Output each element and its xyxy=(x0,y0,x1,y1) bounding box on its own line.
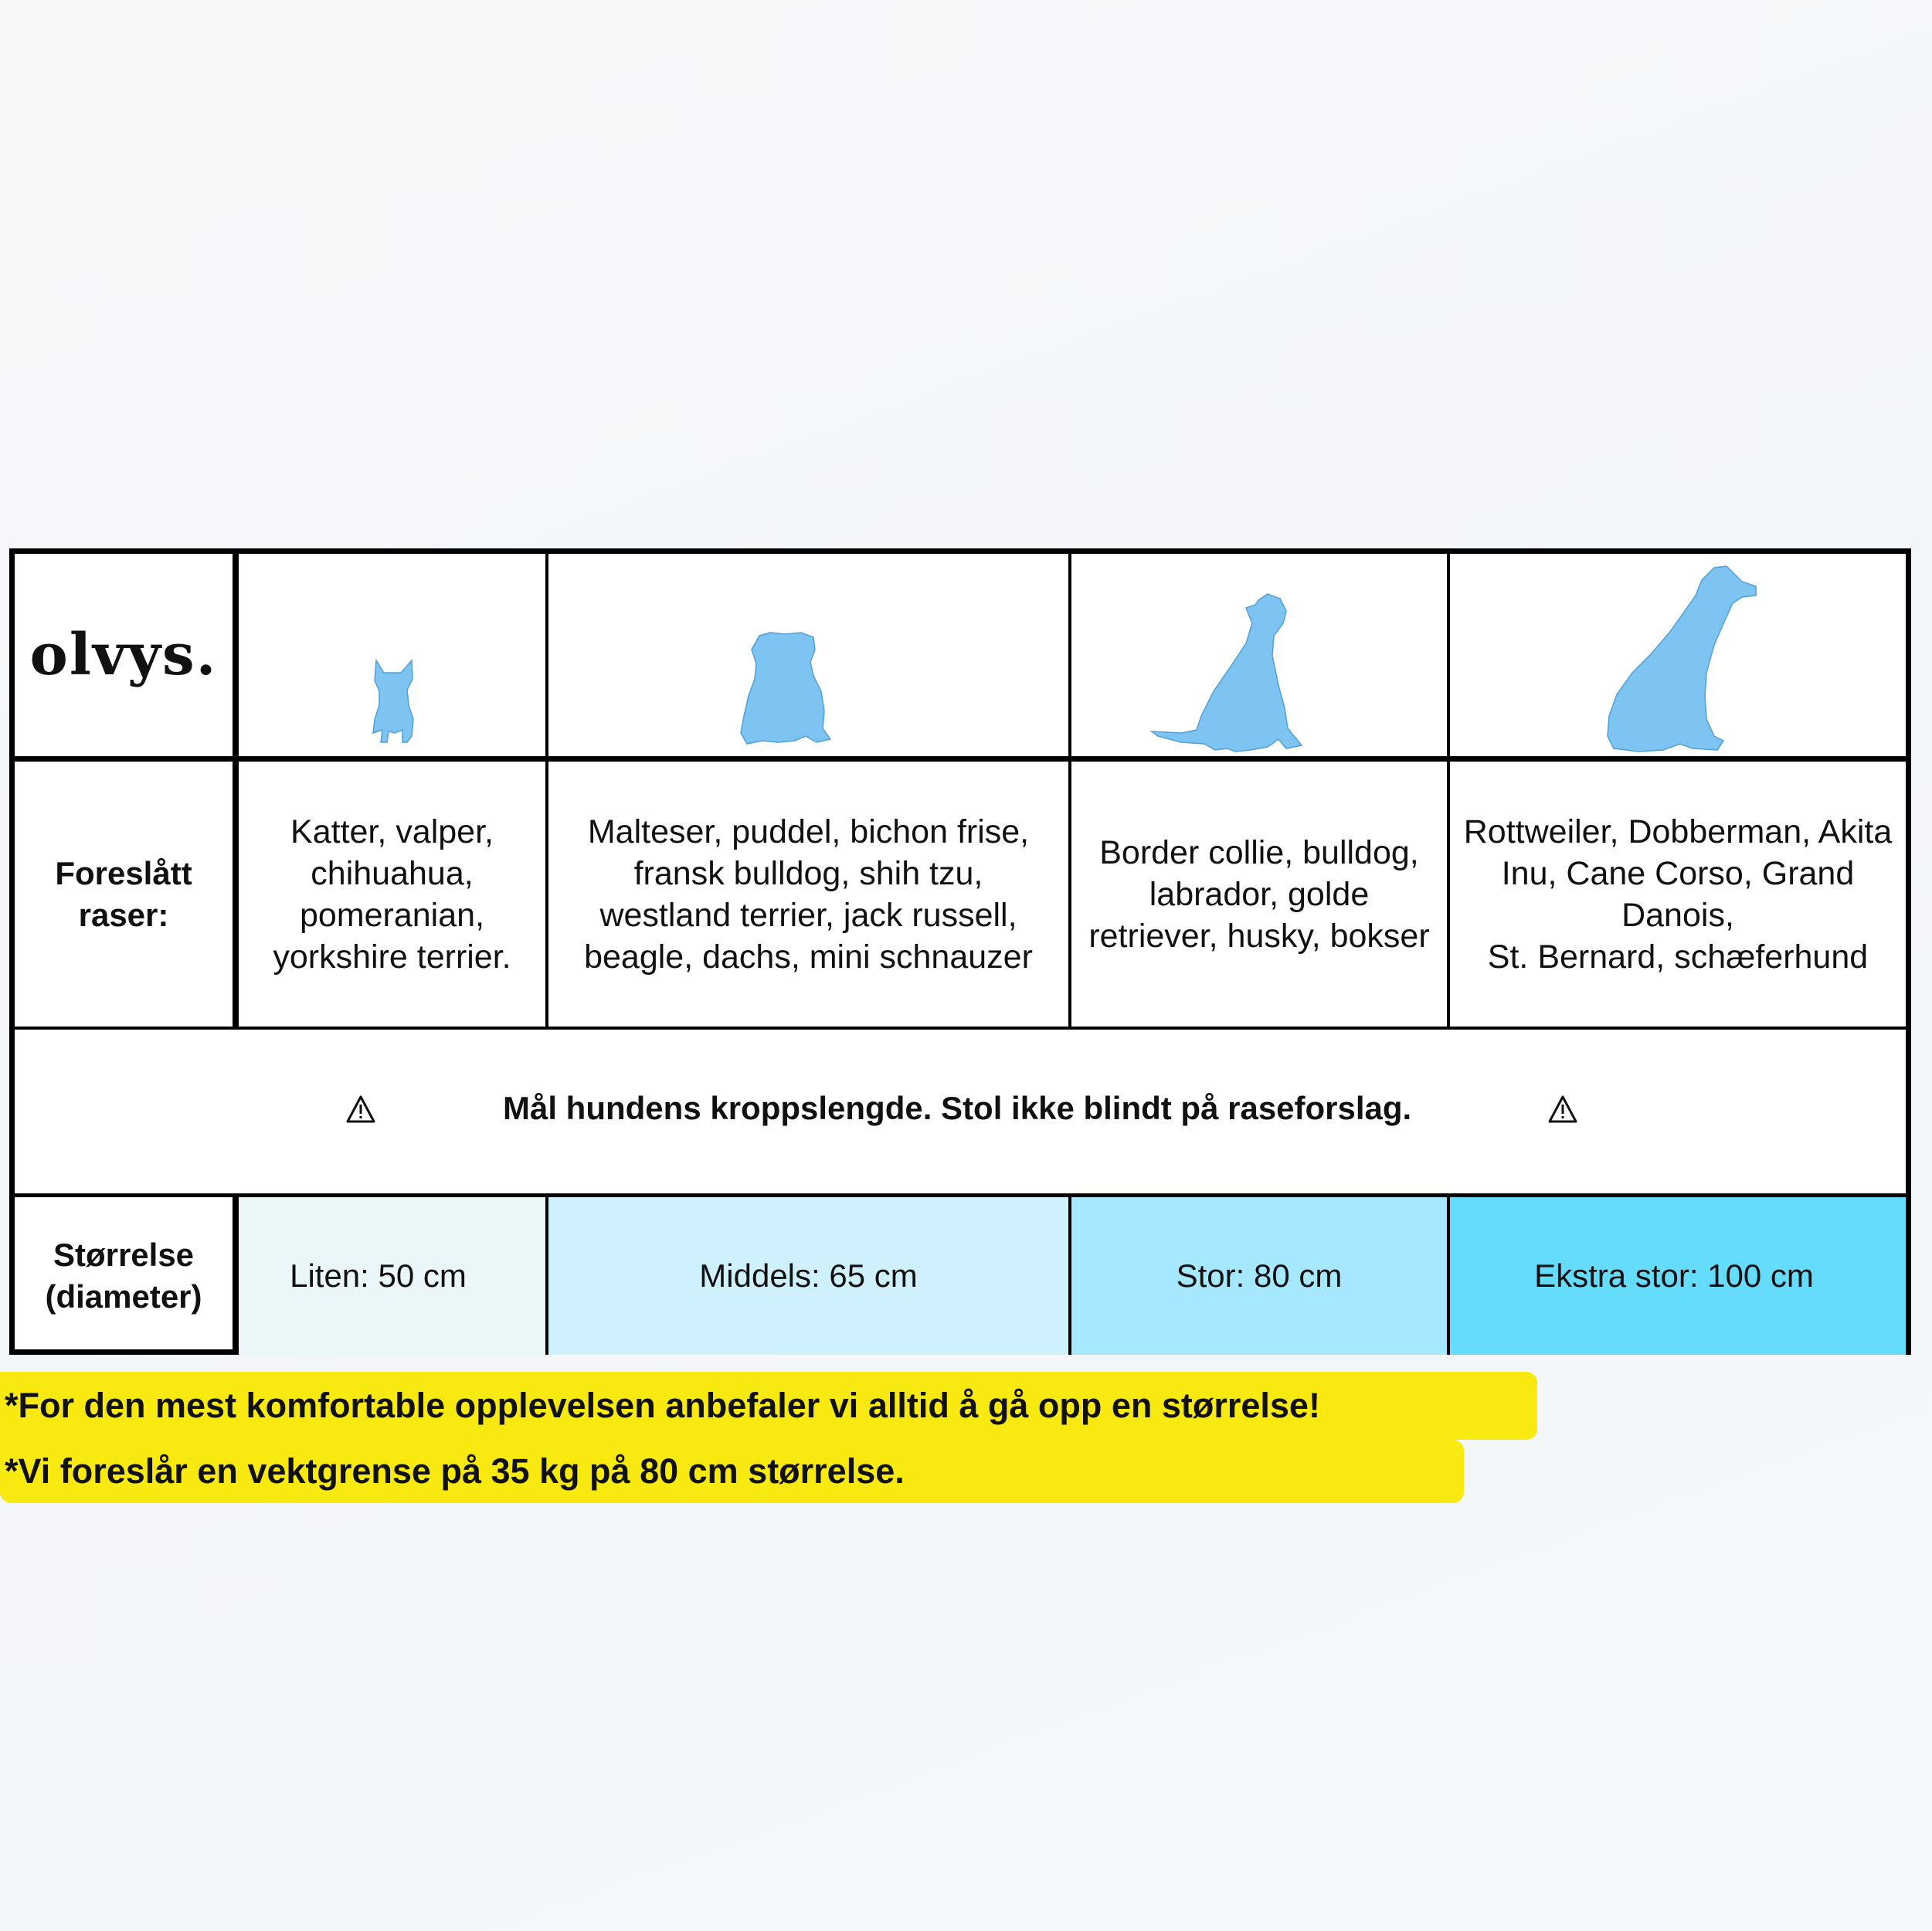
size-cell-small xyxy=(239,1197,545,1355)
breed-line: pomeranian, xyxy=(299,896,485,934)
breed-line: Inu, Cane Corso, Grand Danois, xyxy=(1501,854,1855,934)
extra-large-dog-icon xyxy=(1606,565,1757,753)
breed-line: chihuahua, xyxy=(311,854,474,892)
breed-line: Rottweiler, Dobberman, Akita xyxy=(1463,813,1893,850)
logo-cell xyxy=(15,554,233,756)
breeds-extra-large xyxy=(1450,811,1906,978)
breed-line: Katter, valper, xyxy=(290,813,494,850)
size-small: Liten: 50 cm xyxy=(290,1257,467,1294)
breed-line: yorkshire terrier. xyxy=(273,938,511,976)
breeds-cell-medium xyxy=(548,762,1068,1027)
medium-dog-icon xyxy=(739,631,832,747)
breeds-cell-small xyxy=(239,762,545,1027)
breeds-cell-large xyxy=(1071,762,1447,1027)
breeds-cell-extra-large xyxy=(1450,762,1906,1027)
note-weight-limit xyxy=(0,1440,1464,1503)
size-chart-table xyxy=(9,548,1911,1355)
breeds-medium xyxy=(584,811,1033,978)
warning-triangle-icon xyxy=(345,1094,376,1124)
size-large: Stor: 80 cm xyxy=(1176,1257,1343,1294)
size-label: Størrelse (diameter) xyxy=(45,1237,202,1315)
size-cell-large xyxy=(1071,1197,1447,1355)
note-size-up xyxy=(0,1372,1537,1440)
note-weight-limit-text: *Vi foreslår en vektgrense på 35 kg på 80 cm størrelse. xyxy=(5,1451,905,1491)
breed-line: St. Bernard, schæferhund xyxy=(1487,938,1869,976)
breed-line: fransk bulldog, shih tzu, xyxy=(633,854,983,892)
warning-triangle-icon xyxy=(1547,1094,1578,1124)
breeds-label: Foreslått raser: xyxy=(55,854,192,933)
divider xyxy=(15,1027,1906,1030)
divider xyxy=(233,1193,239,1355)
large-dog-icon xyxy=(1150,592,1305,753)
breed-line: westland terrier, jack russell, xyxy=(599,896,1017,934)
breeds-label-cell xyxy=(15,762,233,1027)
breeds-small xyxy=(273,811,511,978)
size-medium: Middels: 65 cm xyxy=(699,1257,918,1294)
breed-line: Malteser, puddel, bichon frise, xyxy=(587,813,1030,850)
breed-line: retriever, husky, bokser xyxy=(1088,917,1430,955)
divider xyxy=(15,756,1906,762)
breed-line: Border collie, bulldog, xyxy=(1099,833,1419,871)
size-cell-medium xyxy=(548,1197,1068,1355)
divider xyxy=(233,554,239,1030)
brand-logo: olvys. xyxy=(29,622,218,688)
small-dog-icon xyxy=(368,659,419,745)
breed-line: beagle, dachs, mini schnauzer xyxy=(584,938,1033,976)
size-extra-large: Ekstra stor: 100 cm xyxy=(1534,1257,1814,1294)
size-label-cell xyxy=(15,1197,233,1355)
breeds-large xyxy=(1088,832,1429,957)
breed-line: labrador, golde xyxy=(1149,875,1370,913)
warning-message: Mål hundens kroppslengde. Stol ikke blindt på raseforslag. xyxy=(503,1090,1412,1126)
note-size-up-text: *For den mest komfortable opplevelsen anbefaler vi alltid å gå opp en størrelse! xyxy=(5,1386,1320,1425)
size-cell-extra-large xyxy=(1450,1197,1906,1355)
